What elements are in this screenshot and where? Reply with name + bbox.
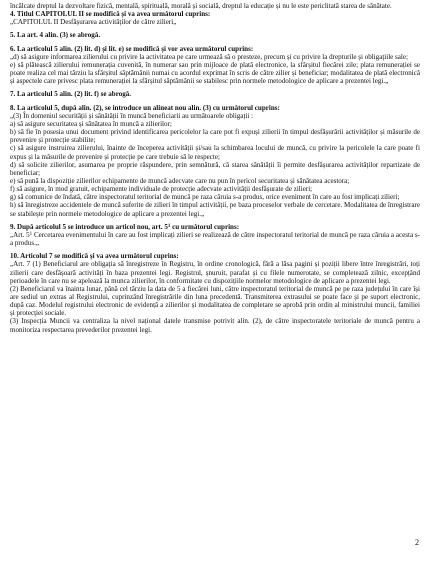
section-10-para-2: (2) Beneficiarul va înainta lunar, până cel târziu la data de 5 a fiecărei luni, către inspectoratul teritorial de muncă pe pe raza județului în care își are sediul un extras al Registrului, cuprinzând înregistrările din luna precedentă. Transmiterea extrasului se poate face și pe suport electronic, după caz. Modelul registrului electronic de evidență a zilierilor și modalitatea de completare se aprobă prin ordin al ministrului muncii, familiei și protecției sociale. — [10, 284, 420, 318]
section-10-para-3: (3) Inspecția Muncii va centraliza la nivel național datele transmise potrivit alin. (2), de către inspectoratele teritoriale de muncă pentru a monitoriza respectarea prevederilor prezentei legi. — [10, 317, 420, 334]
section-10-heading: 10. Articolul 7 se modifică și va avea următorul cuprins: — [10, 252, 179, 261]
section-10-para-1: „Art. 7 (1) Beneficiarul are obligația să înregistreze în Registru, în ordine cronologică, fără a lăsa pagini și poziții libere între înregistrări, toți zilierii care desfășoară activități în baza prezentei legi. Registrul, șnuruit, parafat și cu filele numerotate, se completează zilnic, excepțând perioadele în care nu se apelează la munca zilierilor, în conformitate cu dispozițiile normelor metodologice de aplicare a prezentei legi. — [10, 260, 420, 285]
section-4-heading: 4. Titlul CAPITOLUL II se modifică și va avea următorul cuprins: — [10, 10, 211, 19]
section-8-item-g: g) să comunice de îndată, către inspectoratul teritorial de muncă pe raza căruia s-a produs, orice eveniment în care au fost implicați zilieri; — [10, 193, 400, 202]
section-7-heading: 7. La articolul 5 alin. (2) lit. f) se abrogă. — [10, 90, 132, 99]
document-page — [10, 2, 420, 334]
section-9-heading-pre: 9. După articolul 5 se introduce un articol nou, art. 5 — [10, 222, 168, 231]
section-8-item-h: h) să înregistreze accidentele de muncă suferite de zilieri în timpul activității, pe baza proceselor verbale de cercetare. Modalitatea de înregistrare se stabilește prin normele metodologice de aplicare a prezentei legi.„ — [10, 201, 420, 218]
section-6-heading: 6. La articolul 5 alin. (2) lit. d) și lit. e) se modifică și vor avea următorul cuprins: — [10, 44, 254, 53]
section-8-item-b: b) să fie în posesia unui document privind identificarea pericolelor la care pot fi expuși zilierii în timpul desfășurării activităților și măsurile de prevenire și protecție stabilite; — [10, 128, 420, 145]
section-6-item-e: e) să plătească zilierului remunerația cuvenită, în numerar sau prin mijloace de plată electronice, la sfârșitul fiecărei zile; plata remunerației se poate realiza cel mai târziu la sfârșitul săptămânii numai cu acordul exprimat în scris de către zilier și beneficiar; modalitatea de plată electronică și aspectele care privesc plata remunerației la sfârșitul săptămânii se stabilesc prin normele metodologice de aplicare a prezentei legi.„ — [10, 60, 420, 86]
section-6-item-d: „d) să asigure informarea zilierului cu privire la activitatea pe care urmează să o presteze, precum și cu privire la drepturile și obligațiile sale; — [10, 52, 408, 61]
section-5-heading: 5. La art. 4 alin. (3) se abrogă. — [10, 31, 101, 40]
section-8-item-d: d) să solicite zilierilor, asumarea pe proprie răspundere, prin semnătură, că starea sănătății îi permite desfășurarea activităților repartizate de beneficiar; — [10, 160, 420, 177]
section-8-item-a: a) să asigure securitatea și sănătatea în muncă a zilierilor; — [10, 119, 172, 128]
section-8-item-c: c) să asigure instruirea zilierului, înainte de începerea activității și/sau la schimbarea locului de muncă, cu privire la pericolele la care poate fi expus și la măsurile de prevenire și protecție pe care trebuie să le respecte; — [10, 144, 420, 161]
section-8-item-e: e) să pună la dispoziție zilierilor echipamente de muncă adecvate care nu pun în pericol securitatea și sănătatea acestora; — [10, 176, 350, 185]
section-8-line: „(3) În domeniul securității și sănătății în muncă beneficiarii au următoarele obligații : — [10, 111, 254, 120]
section-9-text-post: Cercetarea evenimentului în care au fost implicați zilieri se realizează de către inspectoratul teritorial de muncă pe raza căruia a acesta s-a produs.„ — [10, 230, 420, 248]
section-8-item-f: f) să asigure, în mod gratuit, echipamente individuale de protecție adecvate activității desfășurate de zilieri; — [10, 185, 313, 194]
page-number: 2 — [415, 538, 419, 547]
section-9-text-sup: 1 — [29, 231, 33, 237]
section-9-heading-post: cu următorul cuprins: — [170, 222, 240, 231]
section-9-text-pre: „Art. 5 — [10, 230, 30, 239]
section-4-text: „CAPITOLUL II Desfășurarea activităților de către zilieri„ — [10, 18, 177, 27]
section-9-heading — [10, 223, 420, 231]
intro-paragraph: încălcate dreptul la dezvoltare fizică, mentală, spirituală, morală și socială, dreptul la educație și nu le este periclitată starea de sănătate. — [10, 2, 392, 10]
section-9-heading-sup: 1 — [167, 223, 171, 229]
section-8-heading: 8. La articolul 5, după alin. (2), se introduce un alineat nou alin. (3) cu următorul cuprins: — [10, 103, 280, 112]
section-9-text — [10, 231, 420, 247]
